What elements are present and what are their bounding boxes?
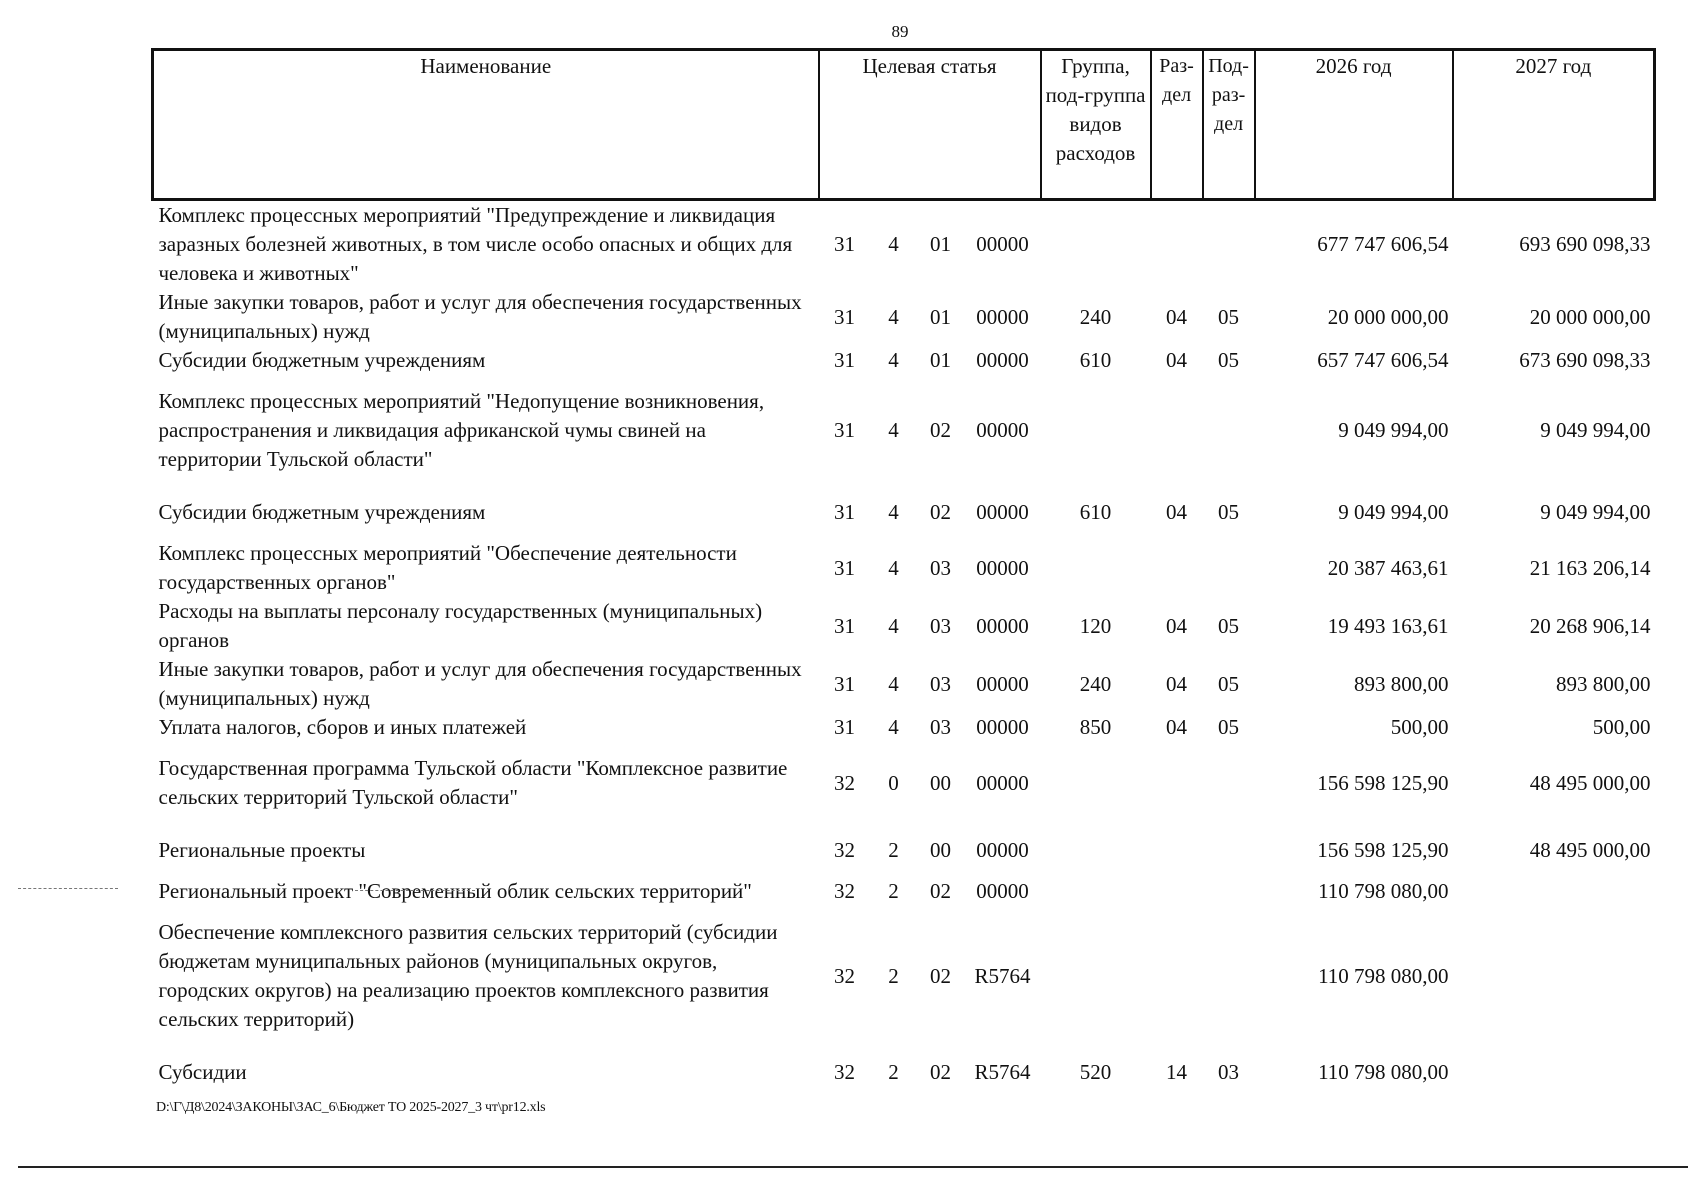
code-program: 31 xyxy=(834,715,855,739)
expense-group: 610 xyxy=(1079,348,1112,372)
subsection-code: 05 xyxy=(1218,613,1240,638)
code-direction: 00000 xyxy=(976,555,1029,580)
section-code: 14 xyxy=(1166,1060,1188,1084)
expense-group: 520 xyxy=(1079,1060,1112,1084)
amount-2026: 9 049 994,00 xyxy=(1338,500,1449,524)
row-name: Иные закупки товаров, работ и услуг для обеспечения государственных (муниципальных) нужд xyxy=(158,290,802,343)
subsection-code: 05 xyxy=(1218,304,1240,329)
section-code xyxy=(1151,200,1203,289)
row-name: Региональный проект "Современный облик сельских территорий" xyxy=(158,879,752,903)
code-subprogram: 02 xyxy=(930,418,951,442)
page-number: 89 xyxy=(891,22,909,41)
table-row xyxy=(153,486,1655,539)
expense-group xyxy=(1041,742,1151,824)
amount-2027: 48 495 000,00 xyxy=(1529,838,1651,862)
subsection-code xyxy=(1203,877,1255,906)
code-type: 0 xyxy=(888,770,899,795)
code-subprogram: 02 xyxy=(930,879,951,903)
code-direction: 00000 xyxy=(976,304,1029,329)
table-row xyxy=(153,1046,1655,1099)
code-direction: 00000 xyxy=(976,418,1029,442)
amount-2027: 500,00 xyxy=(1592,715,1651,739)
subsection-code xyxy=(1203,742,1255,824)
code-subprogram: 03 xyxy=(930,613,951,638)
expense-group xyxy=(1041,200,1151,289)
code-direction: 00000 xyxy=(976,879,1029,903)
header-year-2026: 2026 год xyxy=(1255,50,1453,200)
code-type: 4 xyxy=(888,304,899,329)
amount-2027: 9 049 994,00 xyxy=(1540,418,1651,442)
amount-2026: 20 387 463,61 xyxy=(1327,555,1449,580)
code-subprogram: 01 xyxy=(930,232,951,256)
amount-2027: 693 690 098,33 xyxy=(1519,232,1651,256)
amount-2026: 156 598 125,90 xyxy=(1317,770,1449,795)
code-program: 31 xyxy=(834,555,855,580)
code-direction: 00000 xyxy=(976,770,1029,795)
amount-2026: 156 598 125,90 xyxy=(1317,838,1449,862)
code-type: 4 xyxy=(888,613,899,638)
table-row xyxy=(153,288,1655,346)
header-target-article: Целевая статья xyxy=(819,50,1041,200)
table-body xyxy=(153,200,1655,1100)
code-type: 2 xyxy=(888,963,899,988)
code-direction: 00000 xyxy=(976,671,1029,696)
subsection-code: 05 xyxy=(1218,348,1240,372)
budget-table-container xyxy=(151,48,1653,1099)
table-row xyxy=(153,742,1655,824)
row-name: Комплекс процессных мероприятий "Недопущение возникновения, распространения и ликвидация африканской чумы свиней на территории Тульской области" xyxy=(158,389,765,471)
subsection-code: 05 xyxy=(1218,671,1240,696)
scan-artifact xyxy=(355,890,475,891)
row-name: Региональные проекты xyxy=(158,838,366,862)
row-name: Субсидии xyxy=(158,1060,247,1084)
code-direction: 00000 xyxy=(976,348,1029,372)
code-subprogram: 02 xyxy=(930,500,951,524)
code-program: 32 xyxy=(834,838,855,862)
subsection-code: 03 xyxy=(1218,1060,1240,1084)
code-program: 32 xyxy=(834,879,855,903)
expense-group xyxy=(1041,906,1151,1046)
code-subprogram: 02 xyxy=(930,963,951,988)
header-group: Группа, под-группа видов расходов xyxy=(1041,50,1151,200)
scan-artifact xyxy=(18,888,118,889)
header-subsection: Под-раз-дел xyxy=(1203,50,1255,200)
code-direction: 00000 xyxy=(976,232,1029,256)
row-name: Комплекс процессных мероприятий "Предупреждение и ликвидация заразных болезней животных, в том числе особо опасных и общих для человека и животных" xyxy=(158,203,793,285)
code-type: 2 xyxy=(888,879,899,903)
code-type: 4 xyxy=(888,715,899,739)
amount-2026: 110 798 080,00 xyxy=(1318,1060,1449,1084)
table-row xyxy=(153,346,1655,375)
code-type: 4 xyxy=(888,555,899,580)
code-program: 31 xyxy=(834,613,855,638)
table-row xyxy=(153,655,1655,713)
code-subprogram: 01 xyxy=(930,304,951,329)
subsection-code xyxy=(1203,539,1255,597)
row-name: Обеспечение комплексного развития сельских территорий (субсидии бюджетам муниципальных районов (муниципальных округов, городских округов) на реализацию проектов комплексного развития сельских территорий) xyxy=(158,920,778,1031)
amount-2027: 20 268 906,14 xyxy=(1529,613,1651,638)
amount-2026: 500,00 xyxy=(1390,715,1449,739)
expense-group: 240 xyxy=(1079,671,1112,696)
amount-2026: 893 800,00 xyxy=(1354,671,1449,696)
section-code xyxy=(1151,824,1203,877)
amount-2026: 19 493 163,61 xyxy=(1327,613,1449,638)
row-name: Субсидии бюджетным учреждениям xyxy=(158,500,486,524)
amount-2027 xyxy=(1453,1046,1655,1099)
code-program: 31 xyxy=(834,500,855,524)
subsection-code xyxy=(1203,375,1255,486)
code-subprogram: 02 xyxy=(930,1060,951,1084)
code-type: 4 xyxy=(888,348,899,372)
section-code xyxy=(1151,375,1203,486)
section-code: 04 xyxy=(1166,500,1188,524)
header-year-2027: 2027 год xyxy=(1453,50,1655,200)
expense-group xyxy=(1041,877,1151,906)
budget-table xyxy=(151,48,1656,1099)
code-direction: 00000 xyxy=(976,838,1029,862)
subsection-code: 05 xyxy=(1218,500,1240,524)
section-code: 04 xyxy=(1166,715,1188,739)
row-name: Комплекс процессных мероприятий "Обеспечение деятельности государственных органов" xyxy=(158,541,737,594)
row-name: Иные закупки товаров, работ и услуг для обеспечения государственных (муниципальных) нужд xyxy=(158,657,802,710)
code-program: 32 xyxy=(834,963,855,988)
code-program: 32 xyxy=(834,770,855,795)
code-direction: R5764 xyxy=(974,963,1031,988)
section-code xyxy=(1151,539,1203,597)
row-name: Расходы на выплаты персоналу государственных (муниципальных) органов xyxy=(158,599,763,652)
amount-2026: 677 747 606,54 xyxy=(1317,232,1449,256)
table-row xyxy=(153,597,1655,655)
code-subprogram: 00 xyxy=(930,770,951,795)
table-row xyxy=(153,200,1655,289)
code-direction: 00000 xyxy=(976,613,1029,638)
table-row xyxy=(153,713,1655,742)
section-code: 04 xyxy=(1166,304,1188,329)
table-row xyxy=(153,906,1655,1046)
code-program: 31 xyxy=(834,348,855,372)
expense-group: 610 xyxy=(1079,500,1112,524)
amount-2027 xyxy=(1453,877,1655,906)
section-code: 04 xyxy=(1166,613,1188,638)
code-direction: 00000 xyxy=(976,715,1029,739)
code-subprogram: 03 xyxy=(930,671,951,696)
code-subprogram: 01 xyxy=(930,348,951,372)
code-subprogram: 03 xyxy=(930,555,951,580)
amount-2026: 9 049 994,00 xyxy=(1338,418,1449,442)
code-type: 2 xyxy=(888,1060,899,1084)
row-name: Государственная программа Тульской области "Комплексное развитие сельских территорий Тульской области" xyxy=(158,756,788,809)
table-row xyxy=(153,877,1655,906)
section-code xyxy=(1151,742,1203,824)
expense-group xyxy=(1041,375,1151,486)
table-row xyxy=(153,824,1655,877)
code-type: 2 xyxy=(888,838,899,862)
code-subprogram: 03 xyxy=(930,715,951,739)
subsection-code: 05 xyxy=(1218,715,1240,739)
table-header xyxy=(153,50,1655,200)
amount-2027: 893 800,00 xyxy=(1556,671,1651,696)
row-name: Уплата налогов, сборов и иных платежей xyxy=(158,715,527,739)
file-path-footer: D:\Г\Д8\2024\ЗАКОНЫ\ЗАС_6\Бюджет ТО 2025-2027_3 чт\pr12.xls xyxy=(156,1100,546,1115)
subsection-code xyxy=(1203,906,1255,1046)
amount-2027: 673 690 098,33 xyxy=(1519,348,1651,372)
amount-2027 xyxy=(1453,906,1655,1046)
amount-2026: 110 798 080,00 xyxy=(1318,963,1449,988)
amount-2027: 9 049 994,00 xyxy=(1540,500,1651,524)
header-name: Наименование xyxy=(153,50,819,200)
amount-2026: 110 798 080,00 xyxy=(1318,879,1449,903)
section-code xyxy=(1151,877,1203,906)
section-code: 04 xyxy=(1166,671,1188,696)
code-direction: 00000 xyxy=(976,500,1029,524)
expense-group: 120 xyxy=(1079,613,1112,638)
section-code: 04 xyxy=(1166,348,1188,372)
expense-group: 850 xyxy=(1079,715,1112,739)
code-program: 31 xyxy=(834,671,855,696)
table-row xyxy=(153,375,1655,486)
code-direction: R5764 xyxy=(974,1060,1031,1084)
amount-2027: 20 000 000,00 xyxy=(1529,304,1651,329)
amount-2026: 20 000 000,00 xyxy=(1327,304,1449,329)
amount-2027: 21 163 206,14 xyxy=(1529,555,1651,580)
amount-2026: 657 747 606,54 xyxy=(1317,348,1449,372)
amount-2027: 48 495 000,00 xyxy=(1529,770,1651,795)
table-row xyxy=(153,539,1655,597)
code-program: 32 xyxy=(834,1060,855,1084)
code-program: 31 xyxy=(834,418,855,442)
code-type: 4 xyxy=(888,232,899,256)
expense-group xyxy=(1041,824,1151,877)
header-section: Раз-дел xyxy=(1151,50,1203,200)
code-type: 4 xyxy=(888,500,899,524)
bottom-rule xyxy=(18,1166,1688,1168)
code-program: 31 xyxy=(834,232,855,256)
code-subprogram: 00 xyxy=(930,838,951,862)
section-code xyxy=(1151,906,1203,1046)
code-type: 4 xyxy=(888,418,899,442)
code-program: 31 xyxy=(834,304,855,329)
expense-group xyxy=(1041,539,1151,597)
subsection-code xyxy=(1203,200,1255,289)
row-name: Субсидии бюджетным учреждениям xyxy=(158,348,486,372)
subsection-code xyxy=(1203,824,1255,877)
code-type: 4 xyxy=(888,671,899,696)
expense-group: 240 xyxy=(1079,304,1112,329)
